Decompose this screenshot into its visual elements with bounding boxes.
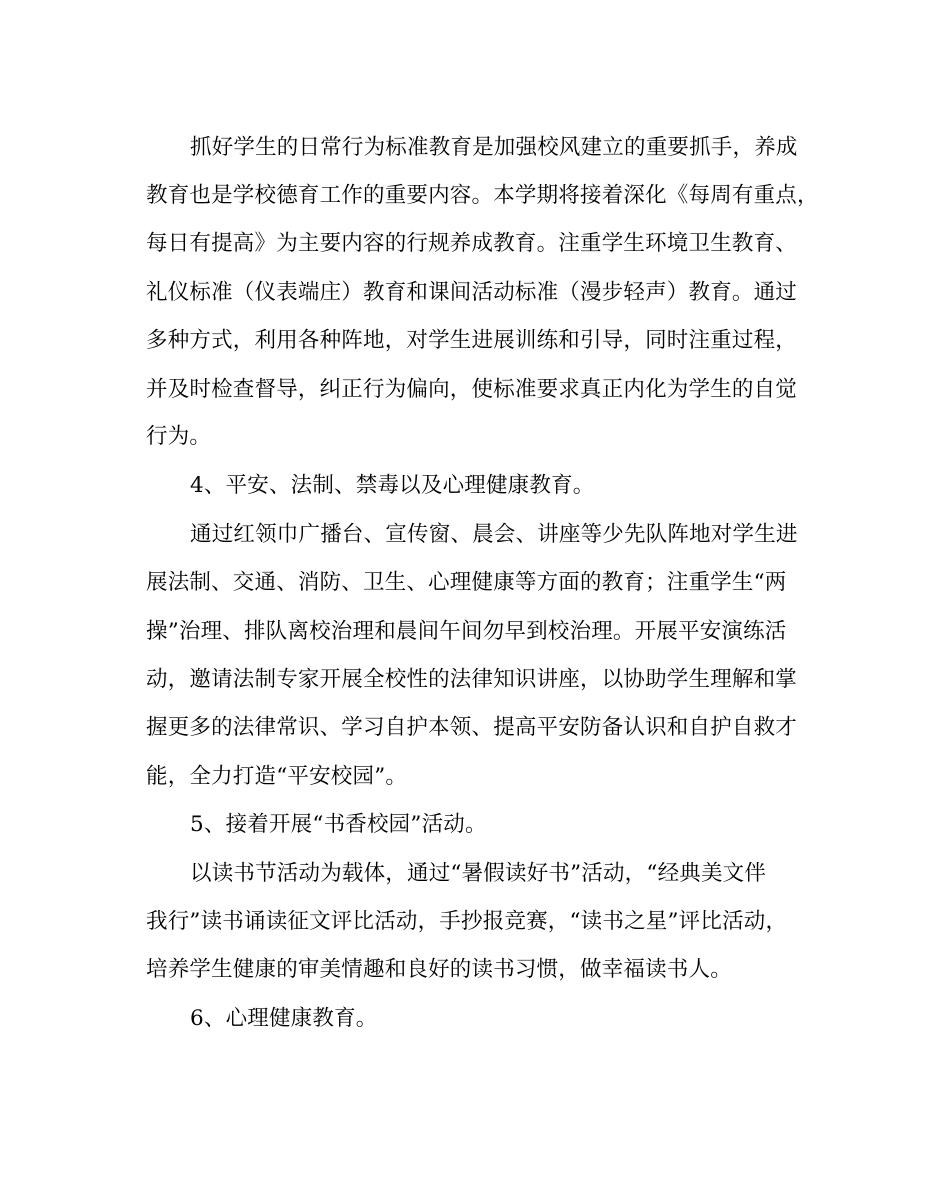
paragraph-line: 培养学生健康的审美情趣和良好的读书习惯，做幸福读书人。 (146, 957, 732, 982)
paragraph-line: 抓好学生的日常行为标准教育是加强校风建立的重要抓手，养成 (190, 135, 798, 160)
paragraph-line: 行为。 (146, 424, 212, 449)
paragraph-line: 教育也是学校德育工作的重要内容。本学期将接着深化《每周有重点， (146, 183, 819, 208)
paragraph-line: 每日有提高》为主要内容的行规养成教育。注重学生环境卫生教育、 (146, 231, 798, 256)
paragraph-line: 礼仪标准（仪表端庄）教育和课间活动标准（漫步轻声）教育。通过 (146, 280, 798, 305)
paragraph-line: 操”治理、排队离校治理和晨间午间勿早到校治理。开展平安演练活 (146, 619, 787, 644)
section-heading: 4、平安、法制、禁毒以及心理健康教育。 (190, 473, 595, 498)
paragraph-line: 握更多的法律常识、学习自护本领、提高平安防备认识和自护自救才 (146, 715, 798, 740)
section-heading: 5、接着开展“书香校园”活动。 (190, 812, 487, 837)
paragraph-line: 我行”读书诵读征文评比活动，手抄报竞赛，“读书之星”评比活动， (146, 909, 788, 934)
paragraph-line: 多种方式，利用各种阵地，对学生进展训练和引导，同时注重过程， (146, 328, 798, 353)
paragraph-line: 并及时检查督导，纠正行为偏向，使标准要求真正内化为学生的自觉 (146, 377, 798, 402)
paragraph-line: 动，邀请法制专家开展全校性的法律知识讲座，以协助学生理解和掌 (146, 667, 798, 692)
paragraph-line: 能，全力打造“平安校园”。 (146, 764, 408, 789)
paragraph-line: 通过红领巾广播台、宣传窗、晨会、讲座等少先队阵地对学生进 (190, 522, 798, 547)
paragraph-line: 展法制、交通、消防、卫生、心理健康等方面的教育；注重学生“两 (146, 570, 787, 595)
paragraph-line: 以读书节活动为载体，通过“暑假读好书”活动，“经典美文伴 (190, 861, 767, 886)
section-heading: 6、心理健康教育。 (190, 1006, 378, 1031)
